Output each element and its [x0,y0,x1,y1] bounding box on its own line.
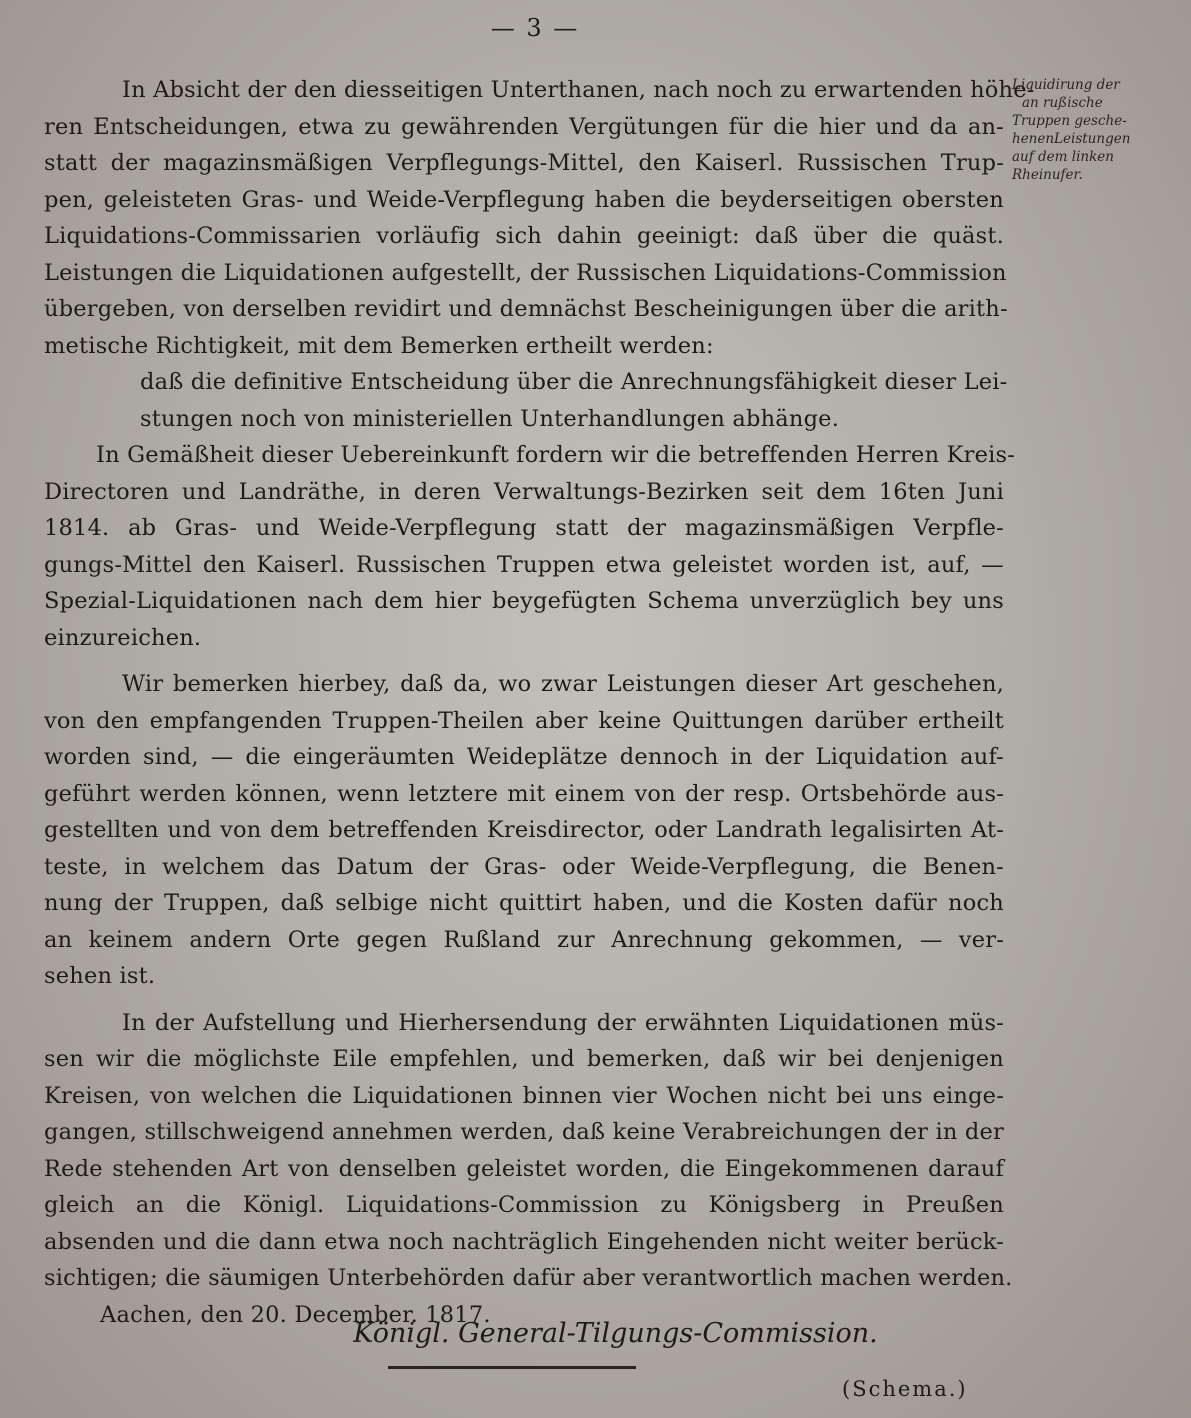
text-line: metische Richtigkeit, mit dem Bemerken ertheilt werden: [44,332,714,359]
margin-note-line: Truppen gesche- [1012,113,1127,129]
text-line: gungs-Mittel den Kaiserl. Russischen Truppen etwa geleistet worden ist, auf, — [44,551,1004,578]
margin-note-line: Rheinufer. [1012,167,1083,183]
margin-note-line: henenLeistungen [1012,131,1131,147]
text-line: Rede stehenden Art von denselben geleistet worden, die Eingekommenen darauf [44,1155,1004,1182]
text-line: Spezial-Liquidationen nach dem hier beygefügten Schema unverzüglich bey uns [44,588,1004,614]
text-line: Wir bemerken hierbey, daß da, wo zwar Leistungen dieser Art geschehen, [122,671,1004,697]
paragraph-3 [44,666,1004,995]
quote-block [44,364,1008,437]
text-line: Kreisen, von welchen die Liquidationen binnen vier Wochen nicht bei uns einge- [44,1082,1004,1109]
margin-note-line: Liquidirung der [1012,77,1120,93]
text-line: ren Entscheidungen, etwa zu gewährenden Vergütungen für die hier und da an- [44,113,1004,140]
text-line: gestellten und von dem betreffenden Kreisdirector, oder Landrath legalisirten At- [44,817,1004,843]
text-line: teste, in welchem das Datum der Gras- oder Weide-Verpflegung, die Benen- [44,853,1004,880]
text-line: stungen noch von ministeriellen Unterhandlungen abhänge. [140,405,840,432]
text-line: daß die definitive Entscheidung über die Anrechnungsfähigkeit dieser Lei- [140,369,1008,395]
text-line: nung der Truppen, daß selbige nicht quittirt haben, und die Kosten dafür noch [44,890,1004,916]
text-line: In der Aufstellung und Hierhersendung der erwähnten Liquidationen müs- [122,1009,1004,1036]
text-line: von den empfangenden Truppen-Theilen aber keine Quittungen darüber ertheilt [44,707,1004,734]
signature: Königl. General-Tilgungs-Commission. [353,1318,878,1349]
date-line: Aachen, den 20. December. 1817. [100,1301,491,1328]
text-line: In Absicht der den diesseitigen Unterthanen, nach noch zu erwartenden höhe- [122,77,1035,103]
text-line: statt der magazinsmäßigen Verpflegungs-Mittel, den Kaiserl. Russischen Trup- [44,150,1004,176]
paragraph-2 [44,437,1016,656]
text-line: gleich an die Königl. Liquidations-Commission zu Königsberg in Preußen [44,1192,1004,1218]
text-line: geführt werden können, wenn letztere mit einem von der resp. Ortsbehörde aus- [44,780,1004,807]
text-line: 1814. ab Gras- und Weide-Verpflegung statt der magazinsmäßigen Verpfle- [44,515,1004,541]
margin-note [1012,76,1172,184]
paragraph-4 [44,1005,1013,1297]
text-line: übergeben, von derselben revidirt und demnächst Bescheinigungen über die arith- [44,296,1008,322]
text-line: gangen, stillschweigend annehmen werden, daß keine Verabreichungen der in der [44,1119,1004,1145]
text-line: worden sind, — die eingeräumten Weideplätze dennoch in der Liquidation auf- [44,744,1004,770]
paragraph-gap [44,656,1004,666]
text-line: absenden und die dann etwa noch nachträglich Eingehenden nicht weiter berück- [44,1228,1004,1255]
schema-label: (Schema.) [842,1377,968,1401]
text-line: In Gemäßheit dieser Uebereinkunft fordern wir die betreffenden Herren Kreis- [96,442,1016,468]
body-text [44,72,1035,1333]
paragraph-1 [44,72,1035,364]
text-line: Leistungen die Liquidationen aufgestellt, der Russischen Liquidations-Commission [44,259,1007,286]
text-line: sichtigen; die säumigen Unterbehörden dafür aber verantwortlich machen werden. [44,1265,1013,1291]
text-line: sehen ist. [44,963,156,989]
page-number: — 3 — [490,14,580,42]
text-line: sen wir die möglichste Eile empfehlen, und bemerken, daß wir bei denjenigen [44,1046,1004,1072]
text-line: an keinem andern Orte gegen Rußland zur Anrechnung gekommen, — ver- [44,926,1004,953]
text-line: Liquidations-Commissarien vorläufig sich dahin geeinigt: daß über die quäst. [44,223,1004,249]
paragraph-gap [44,995,1004,1005]
text-line: Directoren und Landräthe, in deren Verwaltungs-Bezirken seit dem 16ten Juni [44,478,1004,505]
divider-rule [388,1366,636,1369]
text-line: einzureichen. [44,624,202,651]
margin-note-line: an rußische [1022,95,1103,111]
margin-note-line: auf dem linken [1012,149,1114,165]
text-line: pen, geleisteten Gras- und Weide-Verpflegung haben die beyderseitigen obersten [44,186,1004,213]
